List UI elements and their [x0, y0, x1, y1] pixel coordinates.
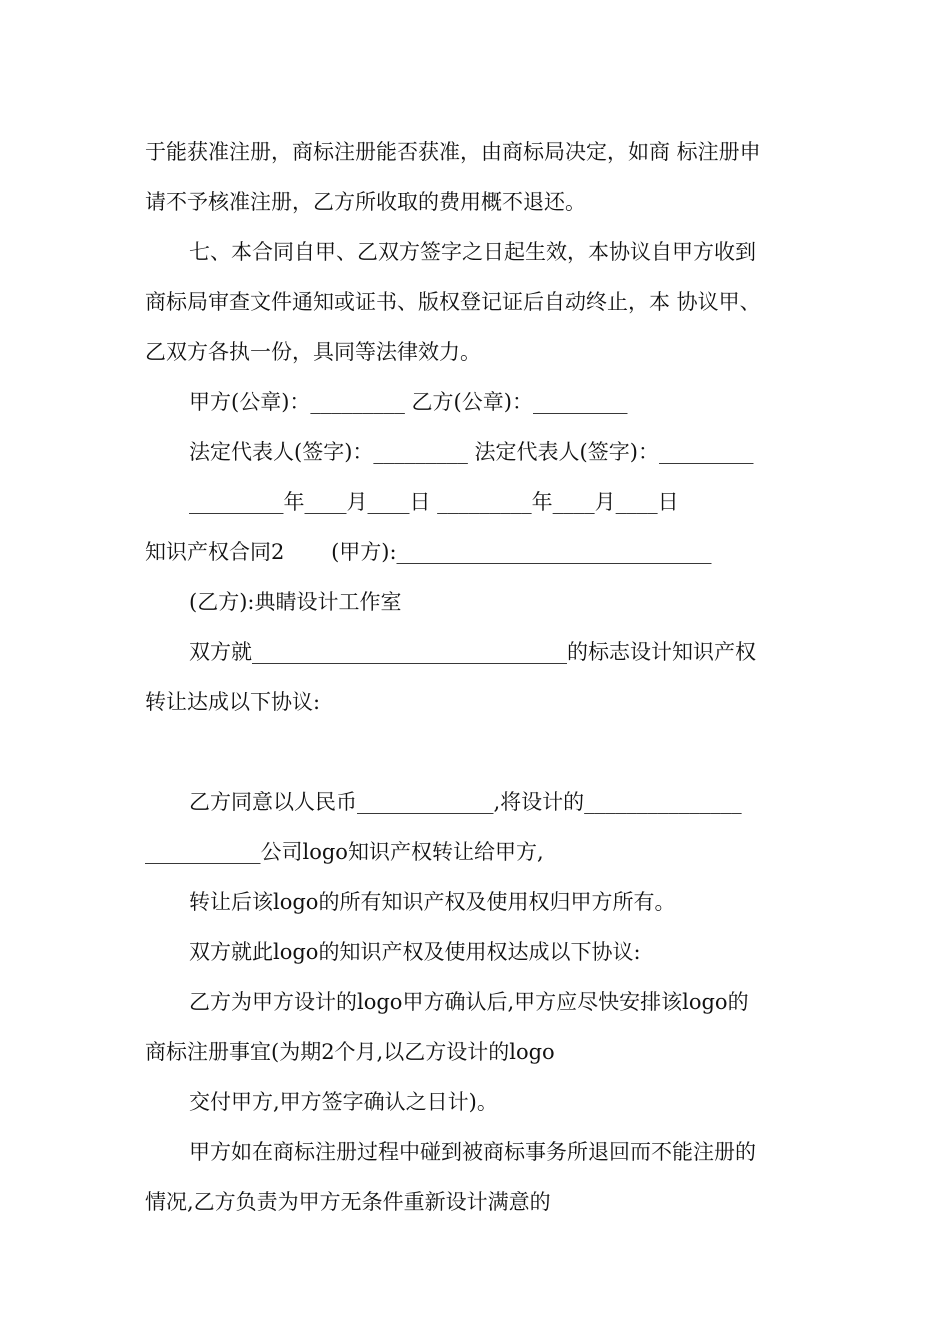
text-line: 请不予核准注册，乙方所收取的费用概不退还。	[145, 190, 586, 214]
text-line: 乙方同意以人民币_____________,将设计的_______________	[189, 790, 742, 814]
text-line: 商标局审查文件通知或证书、版权登记证后自动终止，本 协议甲、	[145, 290, 761, 314]
contract-heading: 知识产权合同2 (甲方):______________________________	[145, 540, 712, 564]
text-line: 交付甲方,甲方签字确认之日计)。	[189, 1090, 498, 1114]
signature-line-date: _________年____月____日 _________年____月____日	[189, 490, 679, 514]
text-line: 情况,乙方负责为甲方无条件重新设计满意的	[145, 1190, 551, 1214]
text-line: 乙方为甲方设计的logo甲方确认后,甲方应尽快安排该logo的	[189, 990, 749, 1014]
text-line: 转让达成以下协议:	[145, 690, 321, 714]
text-line: 商标注册事宜(为期2个月,以乙方设计的logo	[145, 1040, 555, 1064]
signature-line-representative: 法定代表人(签字)：_________ 法定代表人(签字)：_________	[189, 440, 754, 464]
signature-line-seal: 甲方(公章)：_________ 乙方(公章)：_________	[189, 390, 628, 414]
text-line: 于能获准注册，商标注册能否获准，由商标局决定，如商 标注册申	[145, 140, 761, 164]
text-line: 双方就此logo的知识产权及使用权达成以下协议:	[189, 940, 641, 964]
text-line: 转让后该logo的所有知识产权及使用权归甲方所有。	[189, 890, 676, 914]
text-line: 乙双方各执一份，具同等法律效力。	[145, 340, 481, 364]
text-line: 甲方如在商标注册过程中碰到被商标事务所退回而不能注册的	[189, 1140, 756, 1164]
text-line: (乙方):典睛设计工作室	[189, 590, 402, 614]
text-line: ___________公司logo知识产权转让给甲方,	[145, 840, 544, 864]
text-line: 双方就______________________________的标志设计知识产权	[189, 640, 756, 664]
text-line: 七、本合同自甲、乙双方签字之日起生效，本协议自甲方收到	[189, 240, 756, 264]
